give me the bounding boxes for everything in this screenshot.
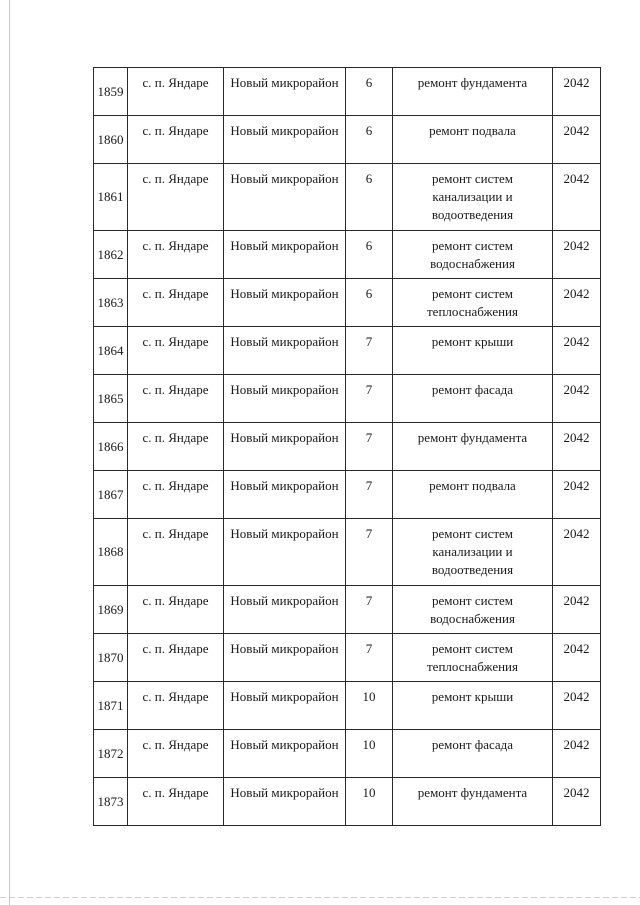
locality-cell: с. п. Яндаре (128, 279, 224, 327)
table-row (94, 423, 601, 471)
repair-schedule-table (93, 67, 601, 826)
table-row (94, 730, 601, 778)
house-number-cell: 6 (346, 279, 393, 327)
locality-cell: с. п. Яндаре (128, 116, 224, 164)
district-cell: Новый микрорайон (224, 279, 346, 327)
district-cell: Новый микрорайон (224, 116, 346, 164)
row-number: 1873 (94, 778, 128, 826)
district-cell: Новый микрорайон (224, 327, 346, 375)
year-cell: 2042 (553, 231, 601, 279)
locality-cell: с. п. Яндаре (128, 730, 224, 778)
row-number: 1870 (94, 634, 128, 682)
page-edge (9, 0, 10, 905)
locality-cell: с. п. Яндаре (128, 327, 224, 375)
house-number-cell: 7 (346, 519, 393, 586)
house-number-cell: 10 (346, 778, 393, 826)
house-number-cell: 7 (346, 586, 393, 634)
table-row (94, 164, 601, 231)
house-number-cell: 10 (346, 730, 393, 778)
year-cell: 2042 (553, 471, 601, 519)
district-cell: Новый микрорайон (224, 423, 346, 471)
scan-artifact (0, 897, 640, 898)
row-number: 1863 (94, 279, 128, 327)
district-cell: Новый микрорайон (224, 634, 346, 682)
house-number-cell: 6 (346, 231, 393, 279)
work-type-cell: ремонт подвала (393, 471, 553, 519)
table-row (94, 68, 601, 116)
year-cell: 2042 (553, 730, 601, 778)
work-type-cell: ремонт систем теплоснабжения (393, 634, 553, 682)
district-cell: Новый микрорайон (224, 231, 346, 279)
district-cell: Новый микрорайон (224, 682, 346, 730)
locality-cell: с. п. Яндаре (128, 634, 224, 682)
locality-cell: с. п. Яндаре (128, 778, 224, 826)
work-type-cell: ремонт систем канализации и водоотведения (393, 519, 553, 586)
work-type-cell: ремонт систем теплоснабжения (393, 279, 553, 327)
work-type-cell: ремонт фундамента (393, 68, 553, 116)
table-row (94, 327, 601, 375)
table-row (94, 778, 601, 826)
district-cell: Новый микрорайон (224, 471, 346, 519)
locality-cell: с. п. Яндаре (128, 375, 224, 423)
locality-cell: с. п. Яндаре (128, 164, 224, 231)
work-type-cell: ремонт фундамента (393, 423, 553, 471)
year-cell: 2042 (553, 778, 601, 826)
row-number: 1861 (94, 164, 128, 231)
year-cell: 2042 (553, 423, 601, 471)
table-row (94, 634, 601, 682)
work-type-cell: ремонт систем водоснабжения (393, 586, 553, 634)
house-number-cell: 7 (346, 471, 393, 519)
row-number: 1865 (94, 375, 128, 423)
year-cell: 2042 (553, 164, 601, 231)
house-number-cell: 6 (346, 116, 393, 164)
work-type-cell: ремонт крыши (393, 327, 553, 375)
locality-cell: с. п. Яндаре (128, 423, 224, 471)
row-number: 1859 (94, 68, 128, 116)
locality-cell: с. п. Яндаре (128, 682, 224, 730)
locality-cell: с. п. Яндаре (128, 471, 224, 519)
year-cell: 2042 (553, 519, 601, 586)
house-number-cell: 7 (346, 634, 393, 682)
locality-cell: с. п. Яндаре (128, 231, 224, 279)
row-number: 1860 (94, 116, 128, 164)
house-number-cell: 7 (346, 423, 393, 471)
district-cell: Новый микрорайон (224, 519, 346, 586)
work-type-cell: ремонт фундамента (393, 778, 553, 826)
table-row (94, 471, 601, 519)
work-type-cell: ремонт подвала (393, 116, 553, 164)
row-number: 1862 (94, 231, 128, 279)
house-number-cell: 10 (346, 682, 393, 730)
row-number: 1867 (94, 471, 128, 519)
district-cell: Новый микрорайон (224, 586, 346, 634)
locality-cell: с. п. Яндаре (128, 519, 224, 586)
locality-cell: с. п. Яндаре (128, 68, 224, 116)
work-type-cell: ремонт крыши (393, 682, 553, 730)
table-row (94, 279, 601, 327)
table-row (94, 231, 601, 279)
year-cell: 2042 (553, 116, 601, 164)
year-cell: 2042 (553, 68, 601, 116)
row-number: 1872 (94, 730, 128, 778)
year-cell: 2042 (553, 682, 601, 730)
year-cell: 2042 (553, 279, 601, 327)
work-type-cell: ремонт систем водоснабжения (393, 231, 553, 279)
house-number-cell: 6 (346, 68, 393, 116)
row-number: 1866 (94, 423, 128, 471)
table-row (94, 519, 601, 586)
table-row (94, 682, 601, 730)
row-number: 1871 (94, 682, 128, 730)
year-cell: 2042 (553, 327, 601, 375)
district-cell: Новый микрорайон (224, 778, 346, 826)
row-number: 1868 (94, 519, 128, 586)
district-cell: Новый микрорайон (224, 68, 346, 116)
row-number: 1869 (94, 586, 128, 634)
table-row (94, 586, 601, 634)
district-cell: Новый микрорайон (224, 164, 346, 231)
table-row (94, 116, 601, 164)
district-cell: Новый микрорайон (224, 730, 346, 778)
locality-cell: с. п. Яндаре (128, 586, 224, 634)
district-cell: Новый микрорайон (224, 375, 346, 423)
work-type-cell: ремонт систем канализации и водоотведения (393, 164, 553, 231)
work-type-cell: ремонт фасада (393, 730, 553, 778)
house-number-cell: 7 (346, 375, 393, 423)
year-cell: 2042 (553, 375, 601, 423)
table-row (94, 375, 601, 423)
row-number: 1864 (94, 327, 128, 375)
work-type-cell: ремонт фасада (393, 375, 553, 423)
year-cell: 2042 (553, 634, 601, 682)
year-cell: 2042 (553, 586, 601, 634)
house-number-cell: 6 (346, 164, 393, 231)
house-number-cell: 7 (346, 327, 393, 375)
